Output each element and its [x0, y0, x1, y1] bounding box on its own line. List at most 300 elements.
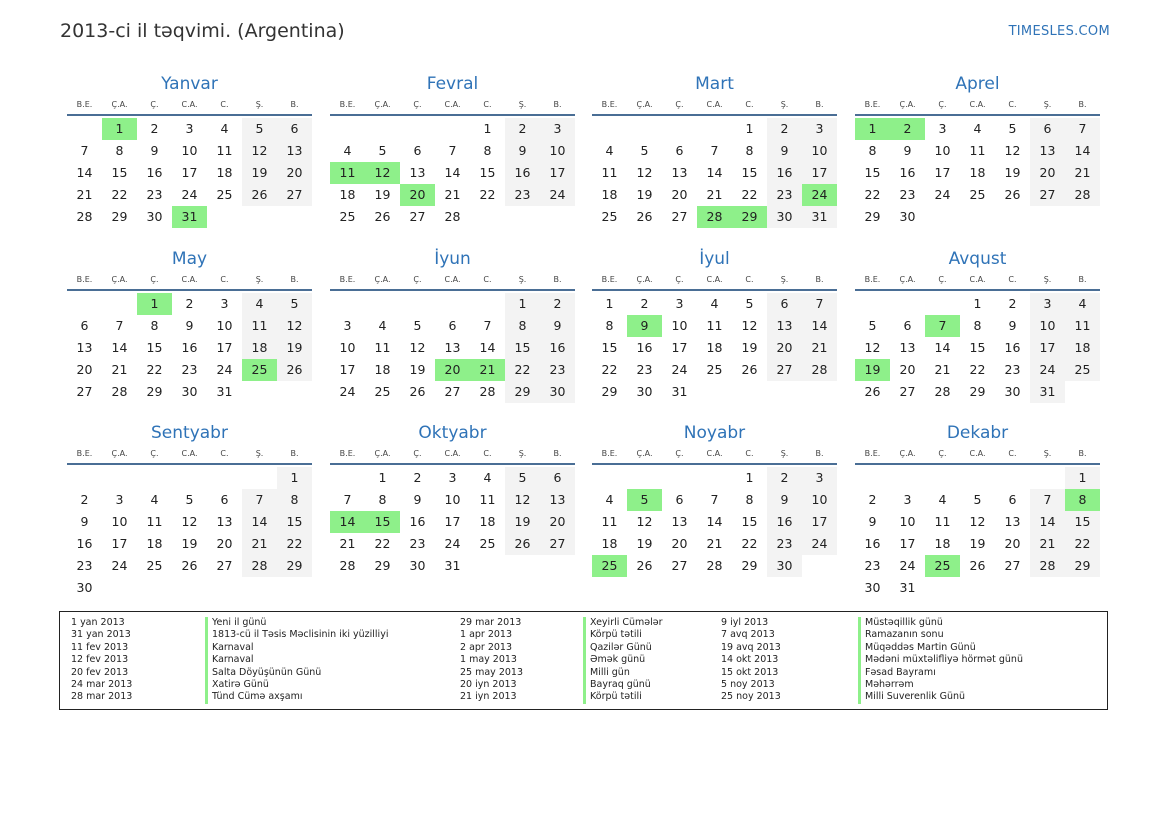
holiday-day-cell: 9	[627, 315, 662, 337]
month-calendar	[67, 421, 312, 599]
day-cell: 16	[1004, 340, 1021, 355]
empty-cell	[1065, 577, 1100, 599]
day-cell: 15	[277, 511, 312, 533]
day-cell: 16	[540, 337, 575, 359]
day-cell: 22	[741, 187, 758, 202]
weekday-label: Ç.	[675, 275, 684, 284]
empty-cell	[330, 467, 365, 489]
day-cell: 10	[111, 514, 128, 529]
day-cell: 19	[636, 536, 653, 551]
day-cell: 31	[899, 580, 916, 595]
day-cell: 1	[378, 470, 387, 485]
day-cell: 7	[710, 143, 719, 158]
day-cell: 15	[864, 165, 881, 180]
week-row	[330, 555, 575, 577]
day-cell: 27	[409, 209, 426, 224]
empty-cell	[925, 293, 960, 315]
empty-cell	[1030, 577, 1065, 599]
empty-cell	[1065, 381, 1100, 403]
day-cell: 17	[802, 162, 837, 184]
day-cell: 11	[934, 514, 951, 529]
month-name: May	[171, 249, 208, 269]
holiday-date: 29 mar 2013	[460, 617, 522, 628]
day-cell: 13	[216, 514, 233, 529]
weekday-label: Ş.	[1043, 449, 1052, 458]
week-row	[592, 315, 837, 337]
day-cell: 12	[864, 340, 881, 355]
day-cell: 23	[899, 187, 916, 202]
month-name: Noyabr	[683, 423, 746, 443]
day-cell: 12	[409, 340, 426, 355]
empty-cell	[627, 118, 662, 140]
day-cell: 5	[745, 296, 754, 311]
week-row	[330, 118, 575, 140]
day-cell: 29	[601, 384, 618, 399]
empty-cell	[855, 293, 890, 315]
holiday-day-cell: 24	[802, 184, 837, 206]
weekday-label: B.E.	[864, 275, 881, 284]
day-cell: 22	[111, 187, 128, 202]
empty-cell	[925, 206, 960, 228]
month-calendar	[855, 72, 1100, 228]
month-calendar	[330, 421, 575, 577]
day-cell: 23	[1004, 362, 1021, 377]
day-cell: 6	[903, 318, 912, 333]
holiday-date: 9 iyl 2013	[721, 617, 769, 628]
holiday-name: Salta Döyüşünün Günü	[205, 667, 388, 679]
day-cell: 27	[1004, 558, 1021, 573]
day-cell: 25	[969, 187, 986, 202]
day-cell: 9	[1008, 318, 1017, 333]
day-cell: 1	[745, 470, 754, 485]
day-cell: 9	[80, 514, 89, 529]
holiday-date: 31 yan 2013	[71, 629, 131, 641]
holiday-name: Milli Suverenlik Günü	[858, 691, 1023, 703]
month-calendar	[855, 421, 1100, 599]
day-cell: 5	[378, 143, 387, 158]
day-cell: 9	[767, 140, 802, 162]
day-cell: 22	[146, 362, 163, 377]
weekday-label: B.	[290, 100, 299, 109]
weekday-label: B.E.	[339, 449, 356, 458]
day-cell: 15	[505, 337, 540, 359]
weekday-label: B.E.	[339, 100, 356, 109]
weekday-label: Ş.	[780, 100, 789, 109]
weekday-label: C.	[745, 100, 754, 109]
day-cell: 9	[150, 143, 159, 158]
holiday-day-cell: 25	[925, 555, 960, 577]
day-cell: 3	[938, 121, 947, 136]
week-row	[67, 337, 312, 359]
holiday-date: 20 iyn 2013	[460, 678, 517, 690]
day-cell: 22	[1065, 533, 1100, 555]
day-cell: 16	[767, 162, 802, 184]
holiday-name: 1813-cü il Təsis Məclisinin iki yüzilliyi	[205, 629, 388, 641]
day-cell: 5	[868, 318, 877, 333]
day-cell: 8	[483, 143, 492, 158]
day-cell: 20	[540, 511, 575, 533]
day-cell: 29	[505, 381, 540, 403]
empty-cell	[890, 467, 925, 489]
day-cell: 30	[181, 384, 198, 399]
holiday-date: 7 avq 2013	[721, 629, 775, 641]
day-cell: 26	[505, 533, 540, 555]
empty-cell	[960, 577, 995, 599]
week-row	[330, 315, 575, 337]
empty-cell	[1030, 467, 1065, 489]
day-cell: 11	[1065, 315, 1100, 337]
week-row	[592, 140, 837, 162]
holiday-date: 1 yan 2013	[71, 617, 125, 628]
day-cell: 27	[671, 209, 688, 224]
site-link[interactable]: TIMESLES.COM	[1008, 24, 1110, 39]
day-cell: 23	[636, 362, 653, 377]
day-cell: 10	[934, 143, 951, 158]
day-cell: 23	[76, 558, 93, 573]
weekday-label: C.A.	[706, 275, 723, 284]
day-cell: 14	[111, 340, 128, 355]
weekday-label: Ç.A.	[374, 275, 391, 284]
weekday-label: Ç.A.	[899, 275, 916, 284]
month-calendar	[330, 247, 575, 403]
day-cell: 14	[479, 340, 496, 355]
day-cell: 10	[181, 143, 198, 158]
day-cell: 26	[864, 384, 881, 399]
empty-cell	[855, 467, 890, 489]
day-cell: 21	[444, 187, 461, 202]
day-cell: 11	[479, 492, 496, 507]
day-cell: 8	[505, 315, 540, 337]
day-cell: 23	[181, 362, 198, 377]
day-cell: 25	[601, 209, 618, 224]
day-cell: 4	[343, 143, 352, 158]
weekday-label: C.	[483, 100, 492, 109]
holiday-name: Müstəqillik günü	[858, 617, 1023, 629]
day-cell: 1	[1065, 467, 1100, 489]
week-row	[67, 511, 312, 533]
day-cell: 25	[146, 558, 163, 573]
day-cell: 10	[216, 318, 233, 333]
empty-cell	[207, 577, 242, 599]
day-cell: 21	[802, 337, 837, 359]
day-cell: 17	[339, 362, 356, 377]
holiday-name: Ramazanın sonu	[858, 629, 1023, 641]
day-cell: 19	[277, 337, 312, 359]
month-name: Dekabr	[946, 423, 1009, 443]
weekday-label: C.	[220, 100, 229, 109]
day-cell: 7	[483, 318, 492, 333]
week-row	[330, 359, 575, 381]
weekday-header	[855, 445, 1100, 465]
week-row	[67, 206, 312, 228]
week-row	[330, 467, 575, 489]
day-cell: 3	[540, 118, 575, 140]
week-row	[330, 381, 575, 403]
day-cell: 8	[378, 492, 387, 507]
day-cell: 22	[864, 187, 881, 202]
day-cell: 2	[767, 118, 802, 140]
day-cell: 17	[671, 340, 688, 355]
day-cell: 8	[868, 143, 877, 158]
day-cell: 26	[741, 362, 758, 377]
day-cell: 25	[216, 187, 233, 202]
day-cell: 2	[767, 467, 802, 489]
weekday-label: C.A.	[444, 449, 461, 458]
day-cell: 24	[1030, 359, 1065, 381]
holiday-name: Əmək günü	[583, 654, 663, 666]
day-cell: 28	[802, 359, 837, 381]
empty-cell	[242, 577, 277, 599]
day-cell: 29	[374, 558, 391, 573]
day-cell: 5	[973, 492, 982, 507]
empty-cell	[697, 381, 732, 403]
day-cell: 6	[80, 318, 89, 333]
day-cell: 4	[973, 121, 982, 136]
week-row	[330, 533, 575, 555]
holiday-date: 28 mar 2013	[71, 691, 133, 703]
day-cell: 9	[540, 315, 575, 337]
day-cell: 6	[1008, 492, 1017, 507]
day-cell: 9	[505, 140, 540, 162]
page-title: 2013-ci il təqvimi. (Argentina)	[60, 20, 345, 42]
week-row	[67, 555, 312, 577]
weekday-label: C.	[1008, 100, 1017, 109]
day-cell: 29	[969, 384, 986, 399]
holiday-name: Yeni il günü	[205, 617, 388, 629]
weekday-header	[67, 271, 312, 291]
day-cell: 18	[601, 187, 618, 202]
empty-cell	[995, 577, 1030, 599]
week-row	[855, 337, 1100, 359]
day-cell: 31	[444, 558, 461, 573]
holiday-day-cell: 1	[102, 118, 137, 140]
weekday-header	[592, 96, 837, 116]
day-cell: 18	[146, 536, 163, 551]
day-cell: 20	[767, 337, 802, 359]
day-cell: 24	[934, 187, 951, 202]
weekday-label: C.A.	[444, 100, 461, 109]
weekday-header	[330, 271, 575, 291]
holiday-name: Körpü tətili	[583, 691, 663, 703]
holiday-day-cell: 15	[365, 511, 400, 533]
weekday-label: Ç.	[413, 449, 422, 458]
weekday-label: Ç.	[150, 275, 159, 284]
week-row	[67, 577, 312, 599]
day-cell: 26	[242, 184, 277, 206]
day-cell: 24	[181, 187, 198, 202]
day-cell: 7	[1030, 489, 1065, 511]
day-cell: 7	[710, 492, 719, 507]
day-cell: 17	[111, 536, 128, 551]
day-cell: 17	[934, 165, 951, 180]
day-cell: 11	[216, 143, 233, 158]
weekday-label: Ç.A.	[636, 275, 653, 284]
weekday-label: Ç.	[150, 100, 159, 109]
day-cell: 2	[1008, 296, 1017, 311]
weekday-label: C.A.	[706, 100, 723, 109]
day-cell: 10	[1030, 315, 1065, 337]
holiday-name: Karnaval	[205, 654, 388, 666]
weekday-label: Ç.A.	[111, 100, 128, 109]
week-row	[330, 206, 575, 228]
empty-cell	[277, 577, 312, 599]
day-cell: 1	[605, 296, 614, 311]
day-cell: 30	[767, 555, 802, 577]
weekday-label: B.	[290, 449, 299, 458]
empty-cell	[365, 118, 400, 140]
weekday-label: Ç.	[413, 275, 422, 284]
day-cell: 24	[444, 536, 461, 551]
weekday-label: C.A.	[969, 100, 986, 109]
week-row	[855, 511, 1100, 533]
empty-cell	[435, 118, 470, 140]
day-cell: 3	[185, 121, 194, 136]
weekday-label: B.	[1078, 449, 1087, 458]
month-name: Yanvar	[161, 74, 218, 94]
holiday-name: Bayraq günü	[583, 679, 663, 691]
day-cell: 18	[374, 362, 391, 377]
empty-cell	[67, 293, 102, 315]
month-calendar	[67, 247, 312, 403]
empty-cell	[662, 118, 697, 140]
day-cell: 21	[1030, 533, 1065, 555]
day-cell: 18	[216, 165, 233, 180]
weekday-header	[330, 96, 575, 116]
day-cell: 12	[636, 165, 653, 180]
day-cell: 1	[745, 121, 754, 136]
week-row	[855, 489, 1100, 511]
day-cell: 5	[242, 118, 277, 140]
day-cell: 13	[444, 340, 461, 355]
day-cell: 30	[76, 580, 93, 595]
empty-cell	[540, 555, 575, 577]
day-cell: 12	[181, 514, 198, 529]
day-cell: 10	[444, 492, 461, 507]
week-row	[67, 118, 312, 140]
day-cell: 12	[242, 140, 277, 162]
day-cell: 3	[448, 470, 457, 485]
week-row	[67, 162, 312, 184]
weekday-label: C.	[745, 449, 754, 458]
holiday-day-cell: 1	[137, 293, 172, 315]
day-cell: 11	[601, 165, 618, 180]
day-cell: 26	[409, 384, 426, 399]
day-cell: 23	[146, 187, 163, 202]
empty-cell	[697, 118, 732, 140]
holiday-date: 1 apr 2013	[460, 629, 513, 641]
weekday-label: Ç.A.	[899, 100, 916, 109]
holiday-name: Xatirə Günü	[205, 679, 388, 691]
empty-cell	[925, 467, 960, 489]
day-cell: 17	[899, 536, 916, 551]
day-cell: 4	[938, 492, 947, 507]
week-row	[855, 533, 1100, 555]
day-cell: 26	[636, 209, 653, 224]
day-cell: 25	[479, 536, 496, 551]
weekday-label: Ç.	[938, 100, 947, 109]
weekday-label: Ş.	[518, 275, 527, 284]
day-cell: 13	[409, 165, 426, 180]
day-cell: 14	[802, 315, 837, 337]
week-row	[592, 118, 837, 140]
week-row	[330, 140, 575, 162]
empty-cell	[330, 118, 365, 140]
month-calendar	[855, 247, 1100, 403]
holiday-day-cell: 25	[592, 555, 627, 577]
weekday-header	[592, 445, 837, 465]
holiday-date: 21 iyn 2013	[460, 691, 517, 703]
day-cell: 10	[802, 140, 837, 162]
empty-cell	[627, 467, 662, 489]
day-cell: 16	[899, 165, 916, 180]
empty-cell	[592, 118, 627, 140]
weekday-label: Ş.	[255, 275, 264, 284]
week-row	[67, 381, 312, 403]
week-row	[592, 293, 837, 315]
weekday-label: Ş.	[255, 100, 264, 109]
holiday-name: Körpü tətili	[583, 629, 663, 641]
day-cell: 22	[479, 187, 496, 202]
weekday-header	[67, 445, 312, 465]
day-cell: 23	[409, 536, 426, 551]
day-cell: 2	[505, 118, 540, 140]
day-cell: 14	[934, 340, 951, 355]
day-cell: 29	[864, 209, 881, 224]
day-cell: 30	[864, 580, 881, 595]
day-cell: 4	[1065, 293, 1100, 315]
day-cell: 13	[671, 165, 688, 180]
month-name: Fevral	[426, 74, 479, 94]
weekday-label: C.A.	[706, 449, 723, 458]
weekday-header	[855, 271, 1100, 291]
holiday-date: 19 avq 2013	[721, 641, 781, 653]
weekday-label: Ş.	[1043, 275, 1052, 284]
weekday-label: B.	[553, 100, 562, 109]
day-cell: 31	[671, 384, 688, 399]
day-cell: 28	[76, 209, 93, 224]
weekday-label: C.	[1008, 275, 1017, 284]
empty-cell	[960, 206, 995, 228]
empty-cell	[137, 467, 172, 489]
day-cell: 10	[802, 489, 837, 511]
week-row	[592, 359, 837, 381]
weekday-label: Ç.	[938, 449, 947, 458]
day-cell: 7	[343, 492, 352, 507]
day-cell: 20	[671, 187, 688, 202]
empty-cell	[277, 381, 312, 403]
holiday-day-cell: 25	[242, 359, 277, 381]
holiday-names-column	[858, 617, 1023, 704]
day-cell: 17	[444, 514, 461, 529]
day-cell: 11	[969, 143, 986, 158]
day-cell: 14	[1030, 511, 1065, 533]
empty-cell	[470, 293, 505, 315]
day-cell: 11	[242, 315, 277, 337]
day-cell: 24	[216, 362, 233, 377]
weekday-label: Ş.	[255, 449, 264, 458]
empty-cell	[242, 381, 277, 403]
weekday-label: B.	[815, 100, 824, 109]
week-row	[67, 533, 312, 555]
day-cell: 27	[76, 384, 93, 399]
day-cell: 25	[374, 384, 391, 399]
day-cell: 16	[76, 536, 93, 551]
day-cell: 27	[671, 558, 688, 573]
empty-cell	[592, 467, 627, 489]
week-row	[855, 577, 1100, 599]
holiday-day-cell: 21	[470, 359, 505, 381]
month-calendar	[592, 247, 837, 403]
